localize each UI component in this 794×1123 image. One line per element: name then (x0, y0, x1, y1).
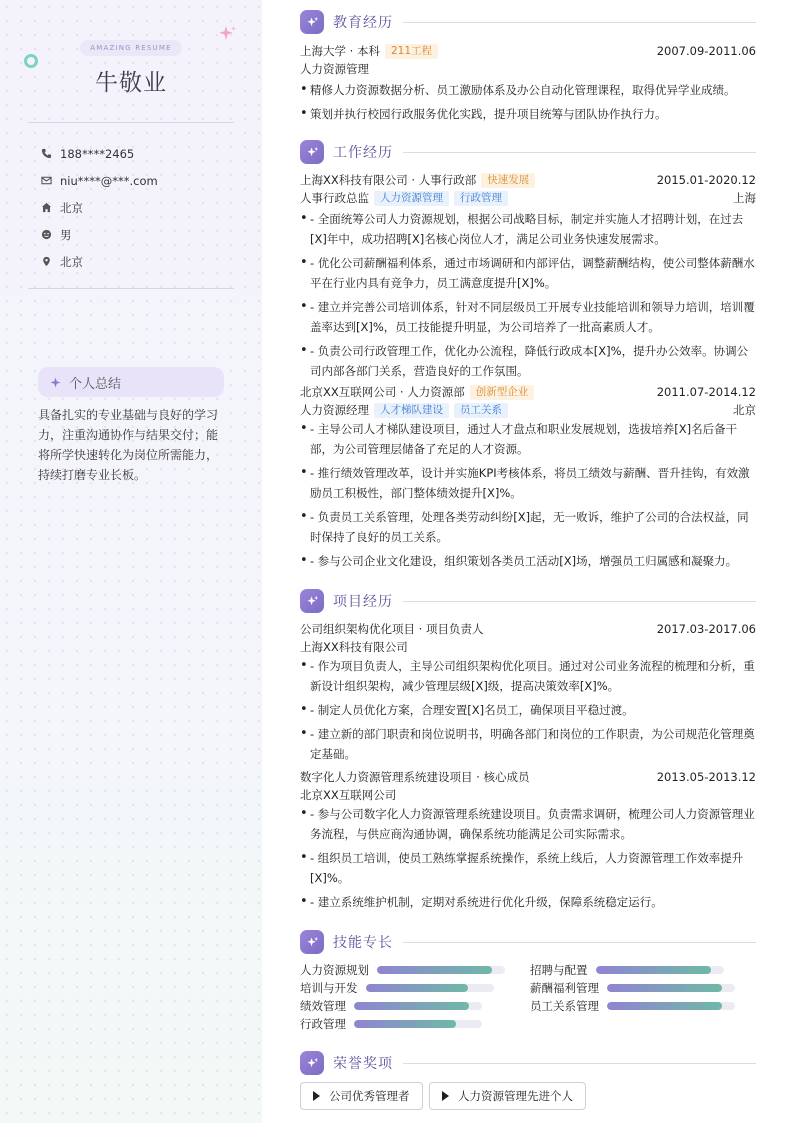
skill-bar-fill (607, 984, 722, 992)
contact-gender (40, 221, 158, 248)
company-name: 上海XX科技有限公司 · 人事行政部 (300, 173, 477, 187)
section-heading-awards (300, 1051, 756, 1075)
project-name: 数字化人力资源管理系统建设项目 · 核心成员 (300, 770, 530, 784)
sparkle-decoration-icon (218, 24, 238, 44)
list-item: • - 组织员工培训，使员工熟练掌握系统操作，系统上线后，人力资源管理工作效率提升[X]%。 (300, 850, 744, 885)
list-item: • - 作为项目负责人，主导公司组织架构优化项目。通过对公司业务流程的梳理和分析，重新设计组织架构，减少管理层级[X]级，提高决策效率[X]%。 (300, 658, 755, 693)
award-chip (300, 1082, 423, 1110)
section-heading-projects (300, 589, 756, 613)
skill-item (300, 997, 482, 1015)
skill-bar-fill (366, 984, 468, 992)
sidebar-divider (28, 122, 234, 123)
phone-value: 188****2465 (60, 146, 135, 161)
skill-item (300, 979, 494, 997)
skill-tag: 人力资源管理 (374, 191, 449, 206)
section-divider (403, 942, 756, 943)
play-triangle-icon (442, 1091, 449, 1101)
skill-name: 行政管理 (300, 1017, 346, 1031)
list-item: • - 参与公司数字化人力资源管理系统建设项目。负责需求调研，梳理公司人力资源管理业务流程，与供应商沟通协调，确保系统功能满足公司实际需求。 (300, 806, 755, 841)
skill-item (530, 961, 724, 979)
section-divider (403, 1063, 756, 1064)
education-entry (300, 42, 756, 128)
skill-bar-fill (596, 966, 711, 974)
contact-list (40, 140, 158, 275)
job-title: 人力资源经理 (300, 403, 369, 417)
home-value: 北京 (60, 200, 83, 215)
sidebar (0, 0, 262, 1123)
project-name: 公司组织架构优化项目 · 项目负责人 (300, 622, 484, 636)
skill-bar (354, 1020, 482, 1028)
sidebar-divider (28, 288, 234, 289)
list-item: • - 负责员工关系管理，处理各类劳动纠纷[X]起，无一败诉，维护了公司的合法权益，同时保持了良好的员工关系。 (300, 509, 749, 544)
list-item: • 策划并执行校园行政服务优化实践，提升项目统筹与团队协作执行力。 (300, 106, 667, 121)
sparkle-icon (300, 589, 324, 613)
summary-title: 个人总结 (69, 376, 122, 392)
skill-bar-fill (607, 1002, 722, 1010)
section-title: 教育经历 (333, 15, 393, 31)
list-item: • - 优化公司薪酬福利体系，通过市场调研和内部评估，调整薪酬结构，使公司整体薪酬水平在行业内具有竞争力，员工满意度提升[X]%。 (300, 255, 755, 290)
gender-icon (40, 229, 52, 241)
candidate-name: 牛敬业 (95, 70, 167, 96)
sparkle-icon (300, 1051, 324, 1075)
project-entry (300, 620, 756, 768)
sparkle-icon (50, 377, 61, 388)
skill-name: 绩效管理 (300, 999, 346, 1013)
skill-name: 薪酬福利管理 (530, 981, 599, 995)
location-pin-icon (40, 256, 52, 268)
home-icon (40, 202, 52, 214)
contact-phone (40, 140, 158, 167)
email-value: niu****@***.com (60, 173, 158, 188)
skill-bar (607, 1002, 735, 1010)
work-city: 上海 (733, 191, 756, 205)
section-title: 技能专长 (333, 935, 393, 951)
skill-name: 招聘与配置 (530, 963, 588, 977)
skill-bar-fill (354, 1002, 469, 1010)
major: 人力资源管理 (300, 62, 369, 76)
summary-text: 具备扎实的专业基础与良好的学习力，注重沟通协作与结果交付；能将所学快速转化为岗位所需能力，持续打磨专业长板。 (38, 408, 219, 482)
list-item: • 精修人力资源数据分析、员工激励体系及办公自动化管理课程，取得优异学业成绩。 (300, 82, 736, 97)
education-period: 2007.09-2011.06 (656, 44, 756, 58)
section-title: 工作经历 (333, 145, 393, 161)
skill-item (300, 1015, 482, 1033)
sparkle-icon (300, 930, 324, 954)
skill-tag: 员工关系 (454, 403, 508, 418)
skill-bar-fill (377, 966, 492, 974)
award-chip (429, 1082, 586, 1110)
work-entry (300, 383, 756, 575)
summary-heading (38, 367, 224, 397)
section-heading-work (300, 140, 756, 164)
section-heading-education (300, 10, 756, 34)
skill-bar (366, 984, 494, 992)
work-period: 2015.01-2020.12 (656, 173, 756, 187)
contact-email (40, 167, 158, 194)
skill-bar (596, 966, 724, 974)
resume-tagline: AMAZING RESUME (80, 40, 182, 56)
skill-item (530, 997, 735, 1015)
skill-tag: 人才梯队建设 (374, 403, 449, 418)
school-tag: 211工程 (385, 44, 438, 59)
section-divider (403, 152, 756, 153)
section-title: 荣誉奖项 (333, 1056, 393, 1072)
section-divider (403, 601, 756, 602)
skill-item (300, 961, 505, 979)
list-item: • - 全面统筹公司人力资源规划，根据公司战略目标，制定并实施人才招聘计划，在过去[X]年中，成功招聘[X]名核心岗位人才，满足公司业务快速发展需求。 (300, 211, 744, 246)
skill-bar (354, 1002, 482, 1010)
list-item: • - 建立系统维护机制，定期对系统进行优化升级，保障系统稳定运行。 (300, 894, 663, 909)
company-name: 北京XX互联网公司 · 人力资源部 (300, 385, 465, 399)
section-heading-skills (300, 930, 756, 954)
list-item: • - 推行绩效管理改革，设计并实施KPI考核体系，将员工绩效与薪酬、晋升挂钩，有效激励员工积极性，部门整体绩效提升[X]%。 (300, 465, 750, 500)
sparkle-icon (300, 140, 324, 164)
project-company: 上海XX科技有限公司 (300, 640, 408, 654)
project-entry (300, 768, 756, 916)
phone-icon (40, 148, 52, 160)
skill-name: 培训与开发 (300, 981, 358, 995)
location-value: 北京 (60, 254, 83, 269)
school-name: 上海大学 · 本科 (300, 44, 380, 58)
company-tag: 创新型企业 (470, 385, 535, 400)
sparkle-icon (300, 10, 324, 34)
list-item: • - 制定人员优化方案，合理安置[X]名员工，确保项目平稳过渡。 (300, 702, 634, 717)
project-period: 2017.03-2017.06 (656, 622, 756, 636)
mail-icon (40, 175, 52, 187)
skill-bar (607, 984, 735, 992)
skill-name: 员工关系管理 (530, 999, 599, 1013)
award-label: 人力资源管理先进个人 (458, 1089, 573, 1103)
work-entry (300, 171, 756, 385)
list-item: • - 建立新的部门职责和岗位说明书，明确各部门和岗位的工作职责，为公司规范化管理奠定基础。 (300, 726, 755, 761)
skill-name: 人力资源规划 (300, 963, 369, 977)
contact-home (40, 194, 158, 221)
list-item: • - 主导公司人才梯队建设项目，通过人才盘点和职业发展规划，选拔培养[X]名后备干部，为公司管理层储备了充足的人才资源。 (300, 421, 738, 456)
gender-value: 男 (60, 227, 72, 242)
award-label: 公司优秀管理者 (329, 1089, 410, 1103)
section-divider (403, 22, 756, 23)
play-triangle-icon (313, 1091, 320, 1101)
job-title: 人事行政总监 (300, 191, 369, 205)
contact-location (40, 248, 158, 275)
skill-bar-fill (354, 1020, 456, 1028)
skill-bar (377, 966, 505, 974)
list-item: • - 负责公司行政管理工作，优化办公流程，降低行政成本[X]%，提升办公效率。协调公司内部各部门关系，营造良好的工作氛围。 (300, 343, 749, 378)
section-title: 项目经历 (333, 594, 393, 610)
skill-tag: 行政管理 (454, 191, 508, 206)
list-item: • - 建立并完善公司培训体系，针对不同层级员工开展专业技能培训和领导力培训，培训覆盖率达到[X]%，员工技能提升明显，为公司培养了一批高素质人才。 (300, 299, 755, 334)
company-tag: 快速发展 (481, 173, 535, 188)
work-city: 北京 (733, 403, 756, 417)
project-period: 2013.05-2013.12 (656, 770, 756, 784)
skill-item (530, 979, 735, 997)
list-item: • - 参与公司企业文化建设，组织策划各类员工活动[X]场，增强员工归属感和凝聚力。 (300, 553, 738, 568)
work-period: 2011.07-2014.12 (656, 385, 756, 399)
project-company: 北京XX互联网公司 (300, 788, 397, 802)
